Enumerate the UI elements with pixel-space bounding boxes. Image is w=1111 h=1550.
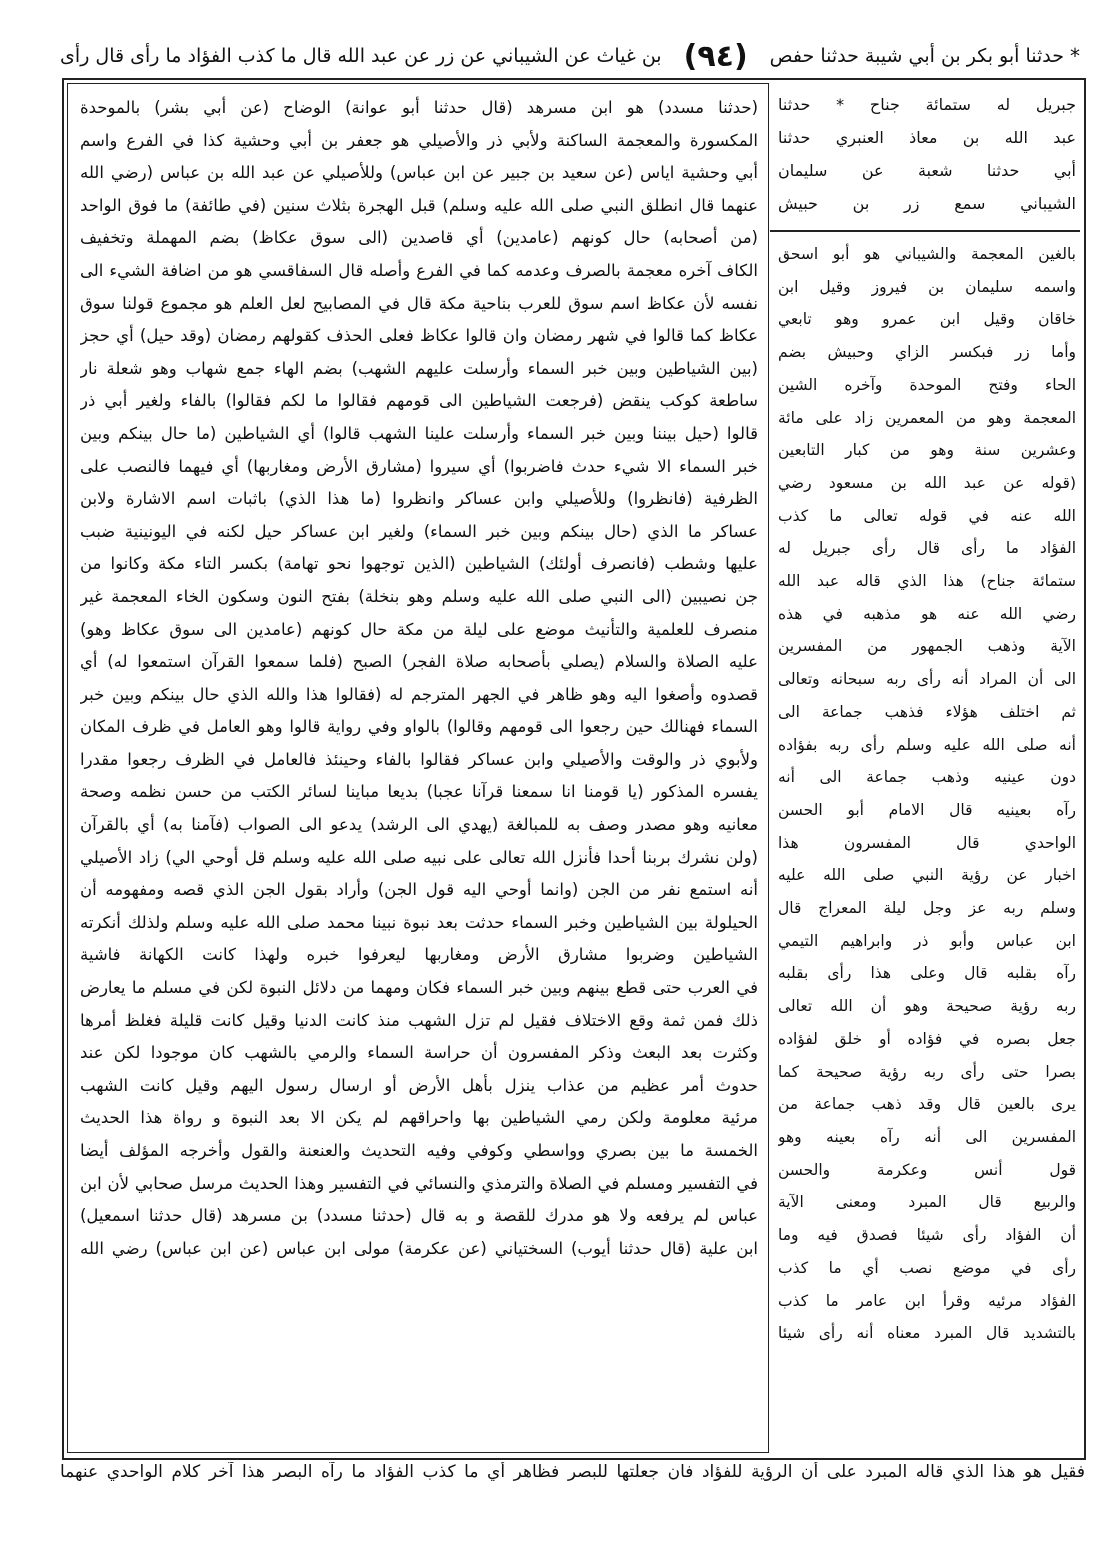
hadith-line: جبريل له ستمائة جناح * حدثنا bbox=[778, 95, 1076, 114]
side-line: الله عنه في قوله تعالى ما كذب bbox=[778, 506, 1076, 525]
side-line: رآه بقلبه قال وعلى هذا رأى بقلبه bbox=[778, 964, 1076, 983]
main-line: الظرفية (فانظروا) وللأصيلي وابن عساكر وانظروا (ما هذا الذي) باثبات اسم الاشارة ولابن bbox=[80, 489, 758, 509]
main-line: (ولن نشرك بربنا أحدا فأنزل الله تعالى على نبيه صلى الله عليه وسلم قل أوحي الي) زاد الأصيلي bbox=[80, 847, 758, 867]
side-line: أن الفؤاد رأى شيئا فصدق فيه وما bbox=[778, 1226, 1076, 1245]
main-line: ساطعة كوكب ينقض (فرجعت الشياطين الى قومهم فقالوا ما لكم فقالوا) بالفاء ولغير أبي ذر bbox=[80, 391, 758, 411]
side-line: اخبار عن رؤية النبي صلى الله عليه bbox=[778, 866, 1076, 885]
side-line: والربيع قال المبرد ومعنى الآية bbox=[778, 1193, 1076, 1212]
main-line: أبي وحشية اياس (عن سعيد بن جبير عن ابن عباس) وللأصيلي عن عبد الله بن عباس (رضي الله bbox=[80, 163, 758, 183]
side-line: ثم اختلف هؤلاء فذهب جماعة الى bbox=[778, 702, 1076, 721]
main-line bbox=[80, 1396, 758, 1429]
main-line: الخمسة ما بين بصري وواسطي وكوفي وفيه التحديث والعنعنة والقول وأخرجه المؤلف أيضا bbox=[80, 1141, 758, 1160]
main-line: (من أصحابه) حال كونهم (عامدين) أي قاصدين (الى سوق عكاظ) بضم المهملة وتخفيف bbox=[80, 228, 758, 248]
side-line: يرى بالعين قال وقد ذهب جماعة من bbox=[778, 1095, 1076, 1114]
side-line: واسمه سليمان بن فيروز وقيل ابن bbox=[778, 277, 1076, 296]
side-line: الفؤاد ما رأى قال رأى جبريل له bbox=[778, 539, 1076, 558]
main-line: جن نصيبين (الى النبي صلى الله عليه وسلم وهو بنخلة) بفتح النون وسكون الخاء المعجمة غير bbox=[80, 586, 758, 606]
side-line: بصرا حتى رأى ربه رؤية صحيحة كما bbox=[778, 1062, 1076, 1081]
main-line: نفسه لأن عكاظ اسم سوق للعرب بناحية مكة قال في المصابيح لعل العلم هو مجموع قولنا سوق bbox=[80, 293, 758, 313]
main-commentary bbox=[80, 92, 758, 1442]
main-line: ذلك فمن ثمة وقع الاختلاف فقيل لم تزل الشهب منذ كانت الدنيا وقيل كانت قليلة فغلظ أمرها bbox=[80, 1010, 758, 1030]
hadith-line: عبد الله بن معاذ العنبري حدثنا bbox=[778, 128, 1076, 147]
column-divider bbox=[770, 230, 1080, 232]
main-line: وكثرت بعد البعث وذكر المفسرون أن حراسة السماء والرمي بالشهب كان موجودا لكن عند bbox=[80, 1043, 758, 1063]
side-line: خاقان وقيل ابن عمرو وهو تابعي bbox=[778, 310, 1076, 329]
hadith-text-block bbox=[778, 88, 1076, 226]
main-line: الشياطين وضربوا مشارق الأرض ومغاربها ليعرفوا خبره ولهذا كانت الكهانة فاشية bbox=[80, 945, 758, 965]
main-line: السماء فهنالك حين رجعوا الى قومهم وقالوا) بالواو وفي رواية قالوا وهو العامل في ظرف المكان bbox=[80, 717, 758, 737]
main-line bbox=[80, 1265, 758, 1298]
side-line: أنه صلى الله عليه وسلم رأى ربه بفؤاده bbox=[778, 735, 1076, 754]
main-line: عنهما قال انطلق النبي صلى الله عليه وسلم) قبل الهجرة بثلاث سنين (في طائفة) ما فوق الواحد bbox=[80, 195, 758, 215]
side-line: المعجمة وهو من المعمرين زاد على مائة bbox=[778, 408, 1076, 427]
side-line: وأما زر فبكسر الزاي وحبيش بضم bbox=[778, 343, 1076, 362]
side-line: الفؤاد مرئيه وقرأ ابن عامر ما كذب bbox=[778, 1291, 1076, 1310]
page-number: (٩٤) bbox=[683, 38, 748, 74]
side-line: رآه بعينيه قال الامام أبو الحسن bbox=[778, 800, 1076, 819]
main-line: خبر السماء الا شيء حدث فاضربوا) أي سيروا (مشارق الأرض ومغاربها) أي فيهما فالنصب على bbox=[80, 456, 758, 476]
main-line: (بين الشياطين وبين خبر السماء وأرسلت عليهم الشهب) بضم الهاء جمع شهاب وهو شعلة نار bbox=[80, 358, 758, 378]
main-line bbox=[80, 1331, 758, 1364]
main-line: يفسره المذكور (يا قومنا انا سمعنا قرآنا عجبا) بديعا مباينا لسائر الكتب من حسن نظمه وصحة bbox=[80, 782, 758, 802]
main-line: (حدثنا مسدد) هو ابن مسرهد (قال حدثنا أبو عوانة) الوضاح (عن أبي بشر) بالموحدة bbox=[80, 98, 758, 117]
side-line: ابن عباس وأبو ذر وابراهيم التيمي bbox=[778, 931, 1076, 950]
side-line: الواحدي قال المفسرون هذا bbox=[778, 833, 1076, 852]
page-footer bbox=[60, 1462, 1085, 1502]
main-line: قالوا (حيل بيننا وبين خبر السماء وأرسلت علينا الشهب قالوا) أي الشياطين (ما حال بينكم وبين bbox=[80, 423, 758, 443]
side-line: بالتشديد قال المبرد معناه أنه رأى شيئا bbox=[778, 1324, 1076, 1343]
catchword: عنهما bbox=[60, 1462, 99, 1482]
main-line bbox=[80, 1298, 758, 1331]
hadith-line: أبي حدثنا شعبة عن سليمان bbox=[778, 161, 1076, 180]
main-line: ولأبوي ذر والوقت والأصيلي وابن عساكر فقالوا بالفاء وحينئذ فالعامل في الظرف رجعوا مقدرا bbox=[80, 749, 758, 769]
main-line: المكسورة والمعجمة الساكنة ولأبي ذر والأصيلي هو جعفر بن أبي وحشية كذا في الفرع واسم bbox=[80, 130, 758, 150]
side-commentary bbox=[778, 238, 1076, 1448]
main-line: أنه استمع نفر من الجن (وانما أوحي اليه قول الجن) وأراد بقول الجن الذي قصه ومفهومه أن bbox=[80, 880, 758, 900]
side-line: جعل بصره في فؤاده أو خلق لفؤاده bbox=[778, 1029, 1076, 1048]
main-line bbox=[80, 1363, 758, 1396]
main-line: عليه الصلاة والسلام (يصلي بأصحابه صلاة الفجر) الصبح (فلما سمعوا القرآن استمعوا له) أي bbox=[80, 652, 758, 672]
side-line: (قوله عن عبد الله بن مسعود رضي bbox=[778, 473, 1076, 492]
side-line: الى أن المراد أنه رأى ربه سبحانه وتعالى bbox=[778, 670, 1076, 689]
side-line: المفسرين الى أنه رآه بعينه وهو bbox=[778, 1127, 1076, 1146]
main-line: ابن علية (قال حدثنا أيوب) السختياني (عن عكرمة) مولى ابن عباس (عن ابن عباس) رضي الله bbox=[80, 1238, 758, 1258]
side-line: الآية وذهب الجمهور من المفسرين bbox=[778, 637, 1076, 656]
main-line: في العرب حتى قطع بينهم وبين خبر السماء فكان ومهما من دلائل النبوة لكن في مسلم ما يعارض bbox=[80, 978, 758, 998]
header-left-text: بن غياث عن الشيباني عن زر عن عبد الله قال ما كذب الفؤاد ما رأى قال رأى bbox=[60, 45, 662, 67]
page-header bbox=[40, 38, 1080, 74]
main-line: عليها وشطب (فانصرف أولئك) الشياطين (الذين توجهوا نحو تهامة) بكسر التاء مكة وكانوا من bbox=[80, 554, 758, 574]
main-line: مرئية معلومة ولكن رمي الشياطين بها واحراقهم لم يكن الا بعد النبوة و رواة هذا الحديث bbox=[80, 1108, 758, 1128]
side-line: وسلم ربه عز وجل ليلة المعراج قال bbox=[778, 899, 1076, 918]
main-line: معانيه وهو مصدر وصف به للمبالغة (يهدي الى الرشد) يدعو الى الصواب (فآمنا به) أي بالقرآن bbox=[80, 815, 758, 835]
side-line: بالغين المعجمة والشيباني هو أبو اسحق bbox=[778, 245, 1076, 263]
main-line: قصدوه وأصغوا اليه وهو ظاهر في الجهر المترجم له (فقالوا هذا والله الذي حال بينكم وبين خبر bbox=[80, 684, 758, 704]
side-line: ستمائة جناح) هذا الذي قاله عبد الله bbox=[778, 572, 1076, 591]
main-line: منصرف للعلمية والتأنيث موضع على ليلة من مكة حال كونهم (عامدين الى سوق عكاظ وهو) bbox=[80, 619, 758, 639]
hadith-line: الشيباني سمع زر بن حبيش bbox=[778, 194, 1076, 213]
side-line: رضي الله عنه هو مذهبه في هذه bbox=[778, 604, 1076, 623]
header-right-text: حدثنا أبو بكر بن أبي شيبة حدثنا حفص bbox=[769, 45, 1064, 67]
side-line: وعشرين سنة وهو من كبار التابعين bbox=[778, 441, 1076, 460]
main-line: عكاظ كما قالوا في شهر رمضان وان قالوا عكاظ فعلى الحذف كقولهم رمضان (وقد حيل) أي حجز bbox=[80, 326, 758, 346]
side-line: رأى في موضع نصب أي ما كذب bbox=[778, 1258, 1076, 1277]
side-line: ربه رؤية صحيحة وهو أن الله تعالى bbox=[778, 997, 1076, 1016]
main-line: في التفسير ومسلم في الصلاة والترمذي والنسائي في التفسير وهذا الحديث مرسل صحابي لأن ابن bbox=[80, 1173, 758, 1193]
footer-text: فقيل هو هذا الذي قاله المبرد على أن الرؤية للفؤاد فان جعلتها للبصر فظاهر أي ما كذب الفؤاد ما رآه البصر هذا آخر كلام الواحدي bbox=[106, 1462, 1085, 1482]
side-line: دون عينيه وذهب جماعة الى أنه bbox=[778, 768, 1076, 787]
main-line: الحيلولة بين الشياطين وخبر السماء حدثت بعد نبوة نبينا محمد صلى الله عليه وسلم ولذلك أنكرته bbox=[80, 912, 758, 932]
main-line: الكاف آخره معجمة بالصرف وعدمه كما في الفرع وأصله قال السفاقسي هو من اضافة الشيء الى bbox=[80, 260, 758, 280]
main-line: حدوث أمر عظيم من عذاب ينزل بأهل الأرض أو ارسال رسول اليهم وقيل كانت الشهب bbox=[80, 1075, 758, 1095]
star-marker: * bbox=[1070, 44, 1080, 68]
side-line: قول أنس وعكرمة والحسن bbox=[778, 1160, 1076, 1179]
main-line: عساكر ما الذي (حال بينكم وبين خبر السماء) ولغير ابن عساكر حيل لكنه في اليونينية ضبب bbox=[80, 521, 758, 541]
main-line: عباس لم يرفعه ولا هو مدرك للقصة و به قال (حدثنا مسدد) بن مسرهد (قال حدثنا اسمعيل) bbox=[80, 1206, 758, 1226]
side-line: الحاء وفتح الموحدة وآخره الشين bbox=[778, 375, 1076, 394]
